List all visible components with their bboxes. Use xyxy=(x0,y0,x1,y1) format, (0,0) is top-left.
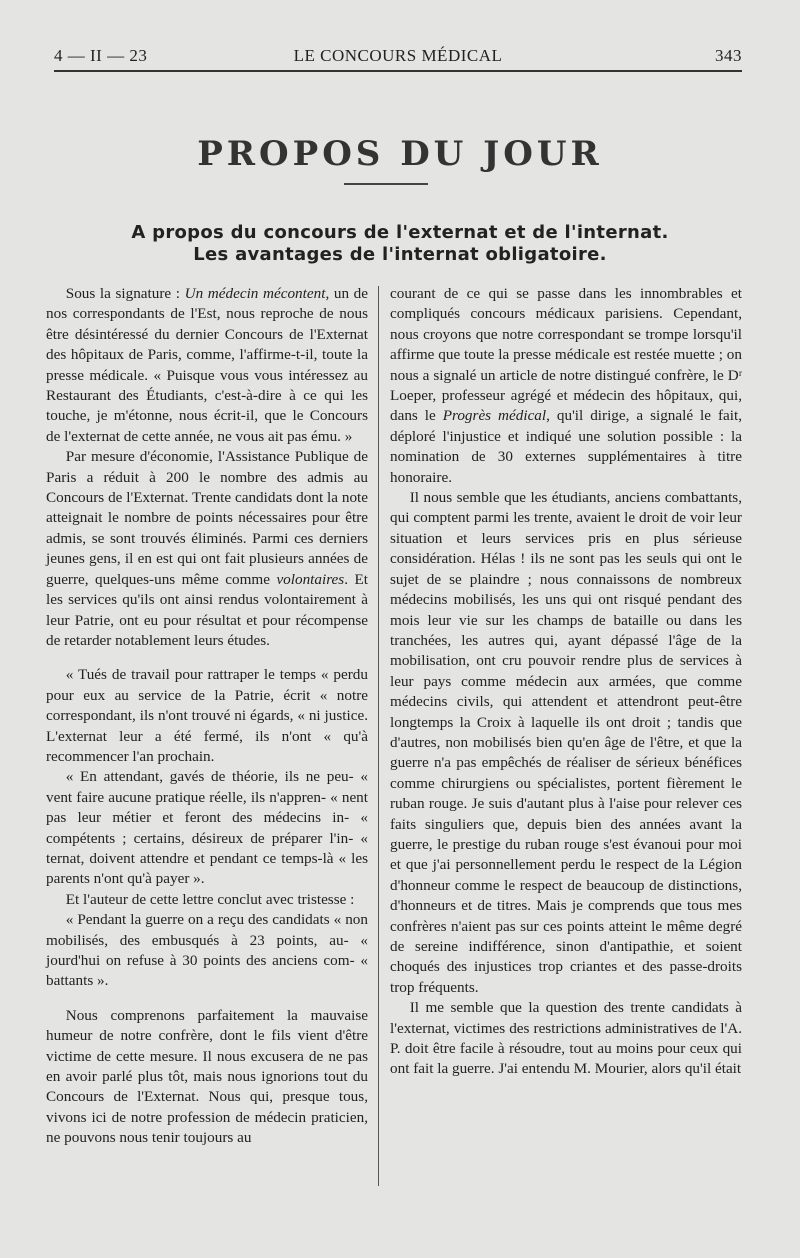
emphasis: volontaires xyxy=(276,570,345,588)
running-header xyxy=(54,44,742,72)
paragraph: Il nous semble que les étudiants, anciens combattants, qui comptent parmi les trente, avaient le droit de voir leur situation et leurs services pris en plus sérieuse considération. Hélas ! ils ne sont pas les seuls qui ont le sujet de se plaindre ; nous connaissons de nombreux médecins mobilisés, les uns qui ont risqué pendant des mois leur vie sur les champs de bataille ou dans les tranchées, les autres qui, ayant dépassé l'âge de la mobilisation, ont cru pouvoir rendre plus de services à leur pays comme médecin aux armées, que comme médecins civils, qui attendent et attendront peut-être longtemps la Croix à laquelle ils ont droit ; tandis que d'autres, non mobilisés bien qu'en âge de l'être, et que la guerre n'a pas empêchés de réaliser de sérieux bénéfices comme chirurgiens ou spécialistes, portent fièrement le ruban rouge. Je suis d'autant plus à l'aise pour relever ces faits singuliers que, depuis bien des années avant la guerre, le prestige du ruban rouge s'est évanoui pour moi et que j'ai personnellement perdu le respect de la Légion d'honneur comme le respect de beaucoup de distinctions, d'honneurs et de titres. Mais je comprends que tous mes confrères n'aient pas sur ces points atteint le même degré de sereine indifférence, sinon d'antipathie, et soient choqués des injustices trop criantes et des passe-droits trop fréquents. xyxy=(390,489,742,996)
text: , un de nos correspondants de l'Est, nous reproche de nous être désintéressé du dernier Concours de l'Externat des hôpitaux de Paris, comme, l'affirme-t-il, toute la presse médicale. « Puisque vous vous intéressez au Restaurant des Étudiants, c'est-à-dire à ce qui les touche, je m'étonne, nous écrit-il, que le Concours de l'externat de cette année, ne vous ait pas ému. » xyxy=(46,285,368,445)
journal-title: LE CONCOURS MÉDICAL xyxy=(293,46,503,65)
text: Sous la signature : xyxy=(65,285,185,302)
left-column xyxy=(46,284,368,1149)
text: . Et les services qu'ils ont ainsi rendus volontairement à leur Patrie, ont eu pour résultat et pour récompense de retarder notablement leurs études. xyxy=(46,570,368,649)
quote-paragraph: « Pendant la guerre on a reçu des candidats « non mobilisés, des embusqués à 23 points, au- « jourd'hui on refuse à 30 points des anciens com- « battants ». xyxy=(46,911,368,990)
paragraph: Et l'auteur de cette lettre conclut avec tristesse : xyxy=(65,890,355,908)
text: Par mesure d'économie, l'Assistance Publique de Paris a réduit à 200 le nombre des admis au Concours de l'Externat. Trente candidats dont la note atteignait le nombre de points nécessaires pour être admis, se sont trouvés éliminés. Parmi ces derniers jeunes gens, il en est qui ont fait plusieurs années de guerre, quelques-uns même comme xyxy=(46,448,368,588)
signature: Un médecin mécontent xyxy=(184,285,326,302)
paragraph xyxy=(46,447,368,651)
section-title: PROPOS DU JOUR xyxy=(197,134,603,174)
text: , qu'il dirige, a signalé le fait, déploré l'injustice et indiqué une solution possible : la nomination de 30 externes supplémentaires à titre honoraire. xyxy=(390,407,742,486)
paragraph: Nous comprenons parfaitement la mauvaise humeur de notre confrère, dont le fils vient d'être victime de cette mesure. Il nous excusera de ne pas en avoir parlé plus tôt, mais nous ignorions tout du Concours de l'Externat. Nous qui, presque tous, vivons ici de notre profession de médecin praticien, ne pouvons nous tenir toujours au xyxy=(46,1006,368,1147)
quote-paragraph: « En attendant, gavés de théorie, ils ne peu- « vent faire aucune pratique réelle, ils n'appren- « nent pas leur métier et feront des médecins in- « compétents ; certains, désireux de préparer l'in- « ternat, doivent attendre et pendant ce temps-là « les parents n'ont qu'à payer ». xyxy=(46,768,368,888)
paragraph xyxy=(390,284,742,488)
subtitle-line-1: A propos du concours de l'externat et de l'internat. xyxy=(131,222,669,243)
article-subtitle xyxy=(0,222,800,266)
right-column xyxy=(390,284,742,1080)
quote-paragraph: « Tués de travail pour rattraper le temps « perdu pour eux au service de la Patrie, écrit « notre correspondant, ils n'ont trouvé ni égards, « ni justice. L'externat leur a été fermé, ils n'ont « qu'à recommencer l'an prochain. xyxy=(46,666,368,765)
text: courant de ce qui se passe dans les innombrables et compliqués concours médicaux parisiens. Cependant, nous croyons que notre correspondant se trompe lorsqu'il affirme que toute la presse médicale est restée muette ; on nous a signalé un article de notre distingué confrère, le Dʳ Loeper, professeur agrégé et médecin des hôpitaux, qui, dans le xyxy=(390,285,742,425)
paragraph xyxy=(46,284,368,447)
paragraph: Il me semble que la question des trente candidats à l'externat, victimes des restrictions administratives de l'A. P. doit être facile à résoudre, tout au moins pour ceux qui ont fait la guerre. J'ai entendu M. Mourier, alors qu'il était xyxy=(390,999,742,1078)
subtitle-line-2: Les avantages de l'internat obligatoire. xyxy=(193,244,607,265)
issue-date: 4 — II — 23 xyxy=(54,46,148,65)
title-rule xyxy=(344,183,428,185)
column-divider xyxy=(378,286,379,1186)
page-number: 343 xyxy=(715,46,742,65)
journal-reference: Progrès médical xyxy=(442,407,547,425)
